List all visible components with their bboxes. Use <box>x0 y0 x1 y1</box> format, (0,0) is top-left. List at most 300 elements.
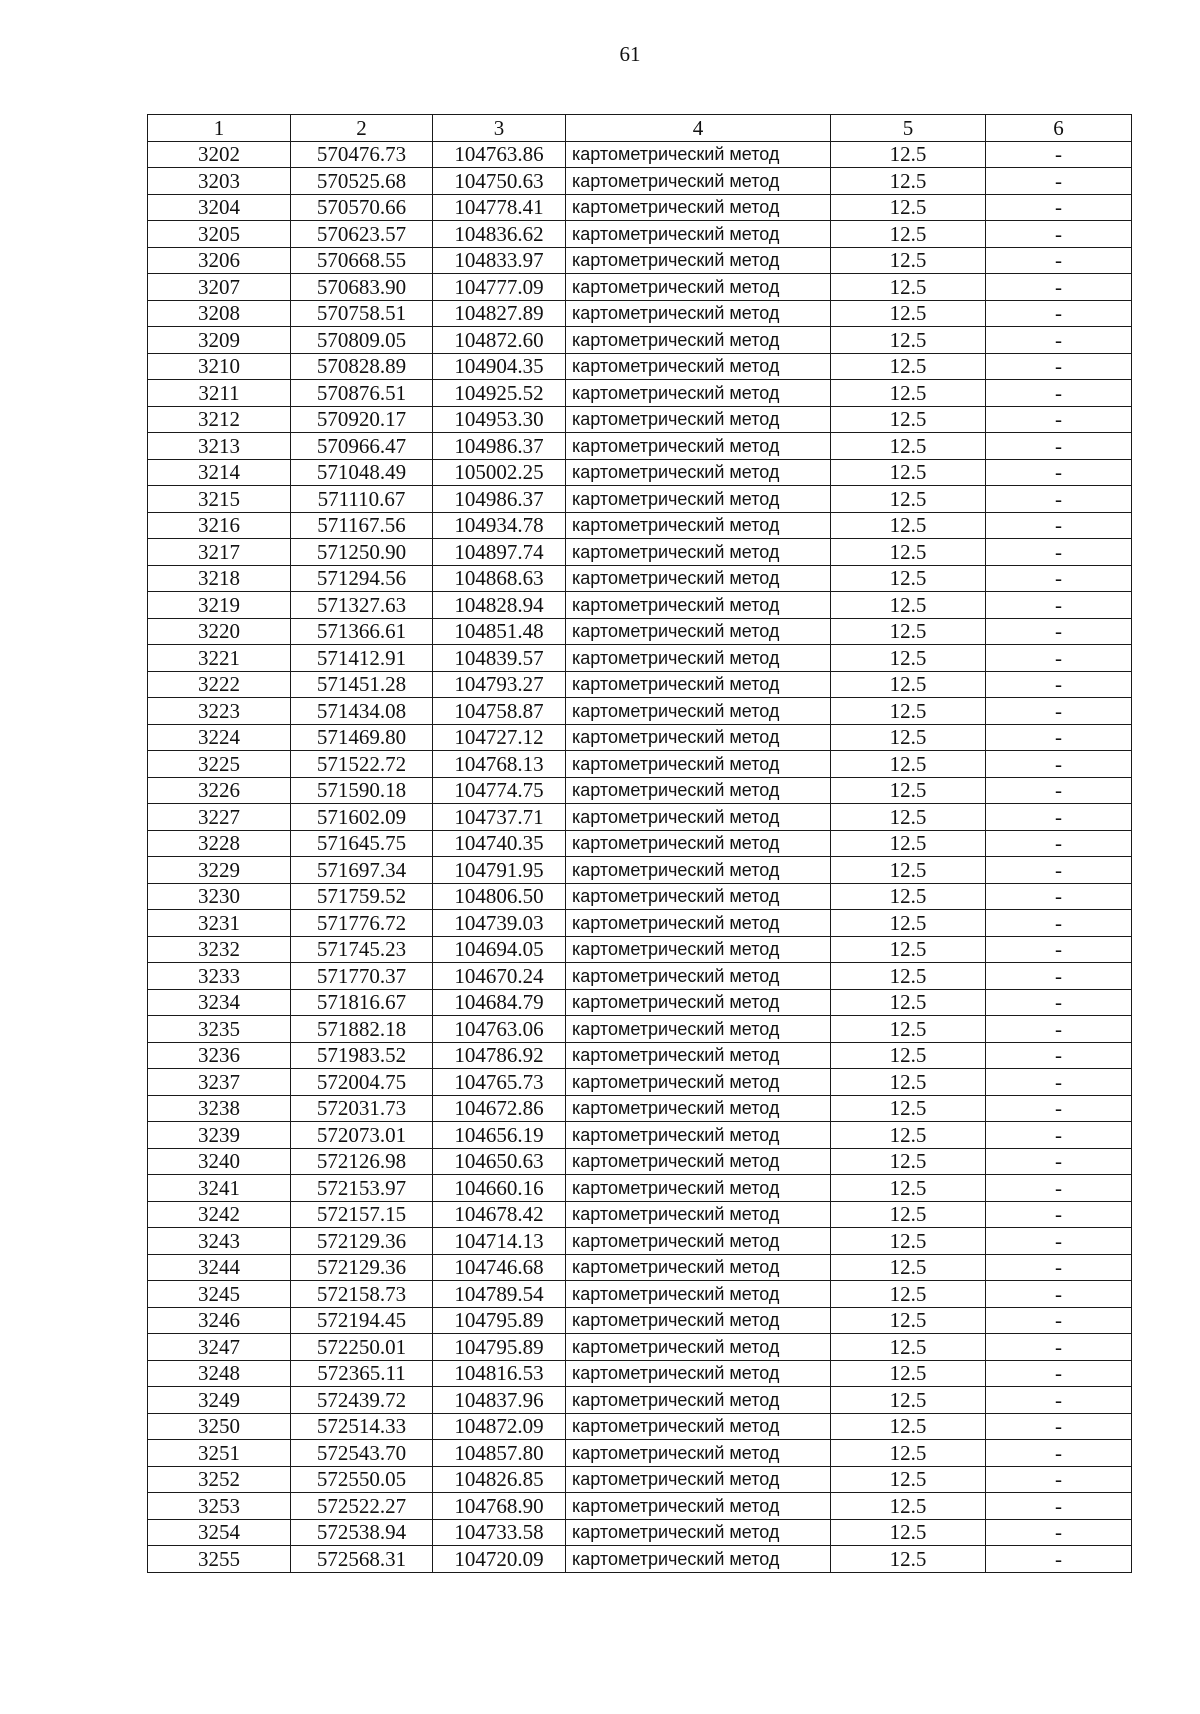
accuracy-cell: 12.5 <box>831 724 986 751</box>
note-cell: - <box>986 433 1132 460</box>
method-cell: картометрический метод <box>566 751 831 778</box>
header-col-6: 6 <box>986 115 1132 142</box>
y-coordinate-cell: 104986.37 <box>433 433 566 460</box>
accuracy-cell: 12.5 <box>831 883 986 910</box>
y-coordinate-cell: 104837.96 <box>433 1387 566 1414</box>
accuracy-cell: 12.5 <box>831 1281 986 1308</box>
note-cell: - <box>986 1228 1132 1255</box>
point-number-cell: 3219 <box>148 592 291 619</box>
point-number-cell: 3216 <box>148 512 291 539</box>
y-coordinate-cell: 104934.78 <box>433 512 566 539</box>
x-coordinate-cell: 572538.94 <box>291 1519 433 1546</box>
table-row <box>148 1042 1132 1069</box>
x-coordinate-cell: 570683.90 <box>291 274 433 301</box>
accuracy-cell: 12.5 <box>831 698 986 725</box>
note-cell: - <box>986 1042 1132 1069</box>
table-row <box>148 486 1132 513</box>
y-coordinate-cell: 104684.79 <box>433 989 566 1016</box>
point-number-cell: 3209 <box>148 327 291 354</box>
y-coordinate-cell: 104925.52 <box>433 380 566 407</box>
x-coordinate-cell: 570758.51 <box>291 300 433 327</box>
point-number-cell: 3217 <box>148 539 291 566</box>
accuracy-cell: 12.5 <box>831 1440 986 1467</box>
accuracy-cell: 12.5 <box>831 1546 986 1573</box>
note-cell: - <box>986 751 1132 778</box>
accuracy-cell: 12.5 <box>831 247 986 274</box>
accuracy-cell: 12.5 <box>831 1307 986 1334</box>
method-cell: картометрический метод <box>566 406 831 433</box>
method-cell: картометрический метод <box>566 724 831 751</box>
method-cell: картометрический метод <box>566 989 831 1016</box>
accuracy-cell: 12.5 <box>831 1016 986 1043</box>
note-cell: - <box>986 1493 1132 1520</box>
point-number-cell: 3253 <box>148 1493 291 1520</box>
y-coordinate-cell: 104670.24 <box>433 963 566 990</box>
x-coordinate-cell: 571590.18 <box>291 777 433 804</box>
point-number-cell: 3247 <box>148 1334 291 1361</box>
table-row <box>148 247 1132 274</box>
accuracy-cell: 12.5 <box>831 1042 986 1069</box>
note-cell: - <box>986 141 1132 168</box>
table-row <box>148 1016 1132 1043</box>
table-row <box>148 1440 1132 1467</box>
method-cell: картометрический метод <box>566 512 831 539</box>
note-cell: - <box>986 1360 1132 1387</box>
method-cell: картометрический метод <box>566 671 831 698</box>
accuracy-cell: 12.5 <box>831 1069 986 1096</box>
point-number-cell: 3240 <box>148 1148 291 1175</box>
accuracy-cell: 12.5 <box>831 168 986 195</box>
x-coordinate-cell: 571294.56 <box>291 565 433 592</box>
y-coordinate-cell: 104694.05 <box>433 936 566 963</box>
point-number-cell: 3237 <box>148 1069 291 1096</box>
note-cell: - <box>986 539 1132 566</box>
x-coordinate-cell: 570476.73 <box>291 141 433 168</box>
header-col-2: 2 <box>291 115 433 142</box>
point-number-cell: 3245 <box>148 1281 291 1308</box>
table-row <box>148 777 1132 804</box>
note-cell: - <box>986 512 1132 539</box>
point-number-cell: 3234 <box>148 989 291 1016</box>
x-coordinate-cell: 571434.08 <box>291 698 433 725</box>
header-col-4: 4 <box>566 115 831 142</box>
table-row <box>148 565 1132 592</box>
point-number-cell: 3213 <box>148 433 291 460</box>
accuracy-cell: 12.5 <box>831 353 986 380</box>
method-cell: картометрический метод <box>566 1360 831 1387</box>
point-number-cell: 3233 <box>148 963 291 990</box>
method-cell: картометрический метод <box>566 353 831 380</box>
method-cell: картометрический метод <box>566 1307 831 1334</box>
x-coordinate-cell: 570876.51 <box>291 380 433 407</box>
x-coordinate-cell: 572073.01 <box>291 1122 433 1149</box>
point-number-cell: 3254 <box>148 1519 291 1546</box>
y-coordinate-cell: 104872.60 <box>433 327 566 354</box>
y-coordinate-cell: 104740.35 <box>433 830 566 857</box>
note-cell: - <box>986 618 1132 645</box>
y-coordinate-cell: 104672.86 <box>433 1095 566 1122</box>
table-row <box>148 724 1132 751</box>
y-coordinate-cell: 104833.97 <box>433 247 566 274</box>
x-coordinate-cell: 572514.33 <box>291 1413 433 1440</box>
method-cell: картометрический метод <box>566 910 831 937</box>
accuracy-cell: 12.5 <box>831 1228 986 1255</box>
method-cell: картометрический метод <box>566 618 831 645</box>
method-cell: картометрический метод <box>566 327 831 354</box>
accuracy-cell: 12.5 <box>831 141 986 168</box>
method-cell: картометрический метод <box>566 1546 831 1573</box>
table-row <box>148 1307 1132 1334</box>
point-number-cell: 3208 <box>148 300 291 327</box>
x-coordinate-cell: 570828.89 <box>291 353 433 380</box>
x-coordinate-cell: 572031.73 <box>291 1095 433 1122</box>
point-number-cell: 3242 <box>148 1201 291 1228</box>
x-coordinate-cell: 572004.75 <box>291 1069 433 1096</box>
note-cell: - <box>986 1016 1132 1043</box>
method-cell: картометрический метод <box>566 247 831 274</box>
note-cell: - <box>986 645 1132 672</box>
table-row <box>148 1175 1132 1202</box>
header-row <box>148 115 1132 142</box>
method-cell: картометрический метод <box>566 1042 831 1069</box>
method-cell: картометрический метод <box>566 1440 831 1467</box>
y-coordinate-cell: 104836.62 <box>433 221 566 248</box>
table-row <box>148 592 1132 619</box>
table-row <box>148 989 1132 1016</box>
table-row <box>148 618 1132 645</box>
note-cell: - <box>986 300 1132 327</box>
accuracy-cell: 12.5 <box>831 1175 986 1202</box>
method-cell: картометрический метод <box>566 300 831 327</box>
point-number-cell: 3235 <box>148 1016 291 1043</box>
accuracy-cell: 12.5 <box>831 1360 986 1387</box>
point-number-cell: 3210 <box>148 353 291 380</box>
point-number-cell: 3228 <box>148 830 291 857</box>
method-cell: картометрический метод <box>566 1016 831 1043</box>
point-number-cell: 3221 <box>148 645 291 672</box>
note-cell: - <box>986 989 1132 1016</box>
accuracy-cell: 12.5 <box>831 433 986 460</box>
note-cell: - <box>986 565 1132 592</box>
table-row <box>148 221 1132 248</box>
note-cell: - <box>986 671 1132 698</box>
accuracy-cell: 12.5 <box>831 592 986 619</box>
x-coordinate-cell: 572365.11 <box>291 1360 433 1387</box>
x-coordinate-cell: 571776.72 <box>291 910 433 937</box>
y-coordinate-cell: 104793.27 <box>433 671 566 698</box>
table-row <box>148 1360 1132 1387</box>
y-coordinate-cell: 104768.90 <box>433 1493 566 1520</box>
method-cell: картометрический метод <box>566 486 831 513</box>
table-row <box>148 380 1132 407</box>
point-number-cell: 3230 <box>148 883 291 910</box>
table-row <box>148 194 1132 221</box>
method-cell: картометрический метод <box>566 1201 831 1228</box>
point-number-cell: 3203 <box>148 168 291 195</box>
method-cell: картометрический метод <box>566 1228 831 1255</box>
y-coordinate-cell: 104795.89 <box>433 1307 566 1334</box>
note-cell: - <box>986 592 1132 619</box>
point-number-cell: 3231 <box>148 910 291 937</box>
method-cell: картометрический метод <box>566 221 831 248</box>
x-coordinate-cell: 572157.15 <box>291 1201 433 1228</box>
method-cell: картометрический метод <box>566 141 831 168</box>
table-row <box>148 1201 1132 1228</box>
point-number-cell: 3238 <box>148 1095 291 1122</box>
accuracy-cell: 12.5 <box>831 406 986 433</box>
x-coordinate-cell: 570966.47 <box>291 433 433 460</box>
accuracy-cell: 12.5 <box>831 274 986 301</box>
table-row <box>148 1466 1132 1493</box>
x-coordinate-cell: 572194.45 <box>291 1307 433 1334</box>
note-cell: - <box>986 1413 1132 1440</box>
note-cell: - <box>986 936 1132 963</box>
table-row <box>148 1493 1132 1520</box>
table-row <box>148 141 1132 168</box>
point-number-cell: 3229 <box>148 857 291 884</box>
method-cell: картометрический метод <box>566 1281 831 1308</box>
y-coordinate-cell: 104897.74 <box>433 539 566 566</box>
point-number-cell: 3225 <box>148 751 291 778</box>
x-coordinate-cell: 570809.05 <box>291 327 433 354</box>
point-number-cell: 3218 <box>148 565 291 592</box>
x-coordinate-cell: 572550.05 <box>291 1466 433 1493</box>
y-coordinate-cell: 104656.19 <box>433 1122 566 1149</box>
x-coordinate-cell: 571110.67 <box>291 486 433 513</box>
point-number-cell: 3232 <box>148 936 291 963</box>
accuracy-cell: 12.5 <box>831 777 986 804</box>
point-number-cell: 3207 <box>148 274 291 301</box>
y-coordinate-cell: 104763.86 <box>433 141 566 168</box>
point-number-cell: 3220 <box>148 618 291 645</box>
accuracy-cell: 12.5 <box>831 459 986 486</box>
table-row <box>148 433 1132 460</box>
note-cell: - <box>986 963 1132 990</box>
method-cell: картометрический метод <box>566 804 831 831</box>
accuracy-cell: 12.5 <box>831 751 986 778</box>
x-coordinate-cell: 572129.36 <box>291 1254 433 1281</box>
point-number-cell: 3222 <box>148 671 291 698</box>
accuracy-cell: 12.5 <box>831 300 986 327</box>
point-number-cell: 3212 <box>148 406 291 433</box>
x-coordinate-cell: 572126.98 <box>291 1148 433 1175</box>
point-number-cell: 3206 <box>148 247 291 274</box>
table-row <box>148 406 1132 433</box>
table-body <box>148 141 1132 1572</box>
note-cell: - <box>986 1122 1132 1149</box>
table-row <box>148 274 1132 301</box>
table-row <box>148 300 1132 327</box>
accuracy-cell: 12.5 <box>831 989 986 1016</box>
point-number-cell: 3255 <box>148 1546 291 1573</box>
y-coordinate-cell: 104857.80 <box>433 1440 566 1467</box>
method-cell: картометрический метод <box>566 274 831 301</box>
accuracy-cell: 12.5 <box>831 1493 986 1520</box>
table-row <box>148 1122 1132 1149</box>
y-coordinate-cell: 104868.63 <box>433 565 566 592</box>
table-row <box>148 459 1132 486</box>
method-cell: картометрический метод <box>566 168 831 195</box>
method-cell: картометрический метод <box>566 459 831 486</box>
table-header <box>148 115 1132 142</box>
y-coordinate-cell: 105002.25 <box>433 459 566 486</box>
accuracy-cell: 12.5 <box>831 671 986 698</box>
point-number-cell: 3205 <box>148 221 291 248</box>
y-coordinate-cell: 104650.63 <box>433 1148 566 1175</box>
method-cell: картометрический метод <box>566 1413 831 1440</box>
accuracy-cell: 12.5 <box>831 380 986 407</box>
x-coordinate-cell: 572129.36 <box>291 1228 433 1255</box>
point-number-cell: 3227 <box>148 804 291 831</box>
x-coordinate-cell: 572439.72 <box>291 1387 433 1414</box>
x-coordinate-cell: 572568.31 <box>291 1546 433 1573</box>
x-coordinate-cell: 571602.09 <box>291 804 433 831</box>
table-row <box>148 910 1132 937</box>
y-coordinate-cell: 104714.13 <box>433 1228 566 1255</box>
method-cell: картометрический метод <box>566 857 831 884</box>
method-cell: картометрический метод <box>566 936 831 963</box>
note-cell: - <box>986 1519 1132 1546</box>
y-coordinate-cell: 104795.89 <box>433 1334 566 1361</box>
x-coordinate-cell: 571522.72 <box>291 751 433 778</box>
y-coordinate-cell: 104763.06 <box>433 1016 566 1043</box>
note-cell: - <box>986 1254 1132 1281</box>
method-cell: картометрический метод <box>566 565 831 592</box>
y-coordinate-cell: 104786.92 <box>433 1042 566 1069</box>
table-row <box>148 1148 1132 1175</box>
table-row <box>148 327 1132 354</box>
y-coordinate-cell: 104953.30 <box>433 406 566 433</box>
note-cell: - <box>986 1095 1132 1122</box>
x-coordinate-cell: 571469.80 <box>291 724 433 751</box>
method-cell: картометрический метод <box>566 433 831 460</box>
note-cell: - <box>986 724 1132 751</box>
table-row <box>148 539 1132 566</box>
method-cell: картометрический метод <box>566 883 831 910</box>
y-coordinate-cell: 104768.13 <box>433 751 566 778</box>
y-coordinate-cell: 104737.71 <box>433 804 566 831</box>
note-cell: - <box>986 883 1132 910</box>
point-number-cell: 3211 <box>148 380 291 407</box>
point-number-cell: 3215 <box>148 486 291 513</box>
note-cell: - <box>986 804 1132 831</box>
y-coordinate-cell: 104765.73 <box>433 1069 566 1096</box>
table-row <box>148 698 1132 725</box>
point-number-cell: 3244 <box>148 1254 291 1281</box>
table-row <box>148 1281 1132 1308</box>
note-cell: - <box>986 459 1132 486</box>
accuracy-cell: 12.5 <box>831 1519 986 1546</box>
note-cell: - <box>986 1546 1132 1573</box>
accuracy-cell: 12.5 <box>831 1466 986 1493</box>
accuracy-cell: 12.5 <box>831 618 986 645</box>
accuracy-cell: 12.5 <box>831 936 986 963</box>
accuracy-cell: 12.5 <box>831 830 986 857</box>
note-cell: - <box>986 380 1132 407</box>
x-coordinate-cell: 570570.66 <box>291 194 433 221</box>
table-row <box>148 883 1132 910</box>
accuracy-cell: 12.5 <box>831 1148 986 1175</box>
table-row <box>148 1413 1132 1440</box>
method-cell: картометрический метод <box>566 1466 831 1493</box>
point-number-cell: 3251 <box>148 1440 291 1467</box>
point-number-cell: 3246 <box>148 1307 291 1334</box>
note-cell: - <box>986 168 1132 195</box>
x-coordinate-cell: 571697.34 <box>291 857 433 884</box>
x-coordinate-cell: 572250.01 <box>291 1334 433 1361</box>
note-cell: - <box>986 1334 1132 1361</box>
table-row <box>148 804 1132 831</box>
table-row <box>148 645 1132 672</box>
point-number-cell: 3224 <box>148 724 291 751</box>
x-coordinate-cell: 572543.70 <box>291 1440 433 1467</box>
y-coordinate-cell: 104789.54 <box>433 1281 566 1308</box>
accuracy-cell: 12.5 <box>831 963 986 990</box>
accuracy-cell: 12.5 <box>831 1387 986 1414</box>
table-row <box>148 671 1132 698</box>
y-coordinate-cell: 104828.94 <box>433 592 566 619</box>
note-cell: - <box>986 777 1132 804</box>
point-number-cell: 3204 <box>148 194 291 221</box>
note-cell: - <box>986 1069 1132 1096</box>
method-cell: картометрический метод <box>566 1069 831 1096</box>
note-cell: - <box>986 1148 1132 1175</box>
accuracy-cell: 12.5 <box>831 221 986 248</box>
header-col-3: 3 <box>433 115 566 142</box>
x-coordinate-cell: 571816.67 <box>291 989 433 1016</box>
point-number-cell: 3243 <box>148 1228 291 1255</box>
note-cell: - <box>986 1201 1132 1228</box>
note-cell: - <box>986 274 1132 301</box>
x-coordinate-cell: 571745.23 <box>291 936 433 963</box>
x-coordinate-cell: 571759.52 <box>291 883 433 910</box>
x-coordinate-cell: 571250.90 <box>291 539 433 566</box>
y-coordinate-cell: 104739.03 <box>433 910 566 937</box>
y-coordinate-cell: 104733.58 <box>433 1519 566 1546</box>
method-cell: картометрический метод <box>566 1175 831 1202</box>
table-row <box>148 936 1132 963</box>
accuracy-cell: 12.5 <box>831 565 986 592</box>
table-row <box>148 1334 1132 1361</box>
note-cell: - <box>986 1175 1132 1202</box>
table-row <box>148 830 1132 857</box>
table-row <box>148 1069 1132 1096</box>
table-row <box>148 751 1132 778</box>
accuracy-cell: 12.5 <box>831 327 986 354</box>
header-col-1: 1 <box>148 115 291 142</box>
y-coordinate-cell: 104816.53 <box>433 1360 566 1387</box>
note-cell: - <box>986 353 1132 380</box>
x-coordinate-cell: 572158.73 <box>291 1281 433 1308</box>
note-cell: - <box>986 830 1132 857</box>
accuracy-cell: 12.5 <box>831 1254 986 1281</box>
method-cell: картометрический метод <box>566 963 831 990</box>
method-cell: картометрический метод <box>566 194 831 221</box>
x-coordinate-cell: 572522.27 <box>291 1493 433 1520</box>
accuracy-cell: 12.5 <box>831 194 986 221</box>
point-number-cell: 3214 <box>148 459 291 486</box>
y-coordinate-cell: 104839.57 <box>433 645 566 672</box>
note-cell: - <box>986 910 1132 937</box>
accuracy-cell: 12.5 <box>831 486 986 513</box>
x-coordinate-cell: 570525.68 <box>291 168 433 195</box>
x-coordinate-cell: 571983.52 <box>291 1042 433 1069</box>
table-row <box>148 512 1132 539</box>
table-row <box>148 1228 1132 1255</box>
x-coordinate-cell: 571048.49 <box>291 459 433 486</box>
method-cell: картометрический метод <box>566 1095 831 1122</box>
table-row <box>148 857 1132 884</box>
